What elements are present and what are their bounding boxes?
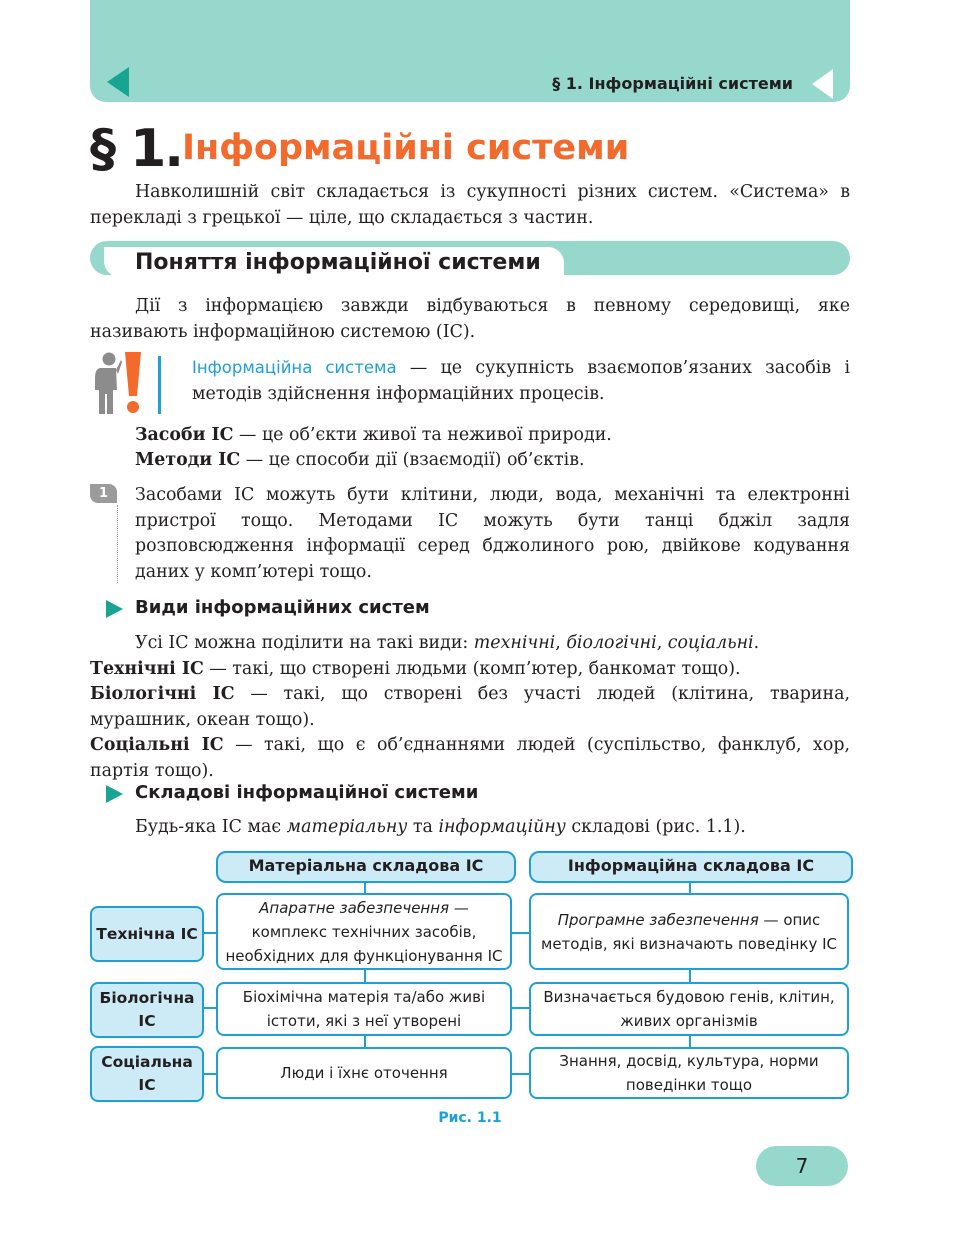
components-text: складові (рис. 1.1). (565, 817, 746, 837)
components-heading: Складові інформаційної системи (135, 782, 479, 803)
components-paragraph (90, 815, 850, 841)
methods-paragraph (135, 448, 855, 474)
components-text: та (407, 817, 439, 837)
cell-body: — опис методів, які визначають поведінку ІС (541, 910, 837, 953)
example-number-badge: 1 (90, 484, 117, 503)
means-paragraph (135, 423, 855, 449)
types-paragraph (90, 631, 850, 784)
prev-page-arrow-icon[interactable] (107, 67, 129, 97)
cell-technical-info (529, 893, 849, 970)
social-text: — такі, що є об’єднаннями людей (суспільство, фанклуб, хор, партія тощо). (90, 735, 851, 781)
cell-term: Програмне забезпечення (557, 910, 759, 929)
means-label: Засоби ІС (135, 425, 234, 445)
subheading-arrow-icon (106, 785, 123, 803)
informational-word: інформаційну (438, 817, 566, 837)
section-sign: § 1. (90, 119, 183, 179)
column-header-informational: Інформаційна складова ІС (529, 851, 853, 883)
page-title: Інформаційні системи (182, 128, 630, 168)
means-text: — це об’єкти живої та неживої природи. (233, 425, 612, 445)
types-end: . (753, 633, 760, 653)
next-page-arrow-icon[interactable] (812, 69, 833, 99)
technical-text: — такі, що створені людьми (комп’ютер, банкомат тощо). (203, 658, 741, 679)
definition-accent-bar (158, 356, 161, 414)
types-sep: , (555, 633, 567, 653)
cell-term: Апаратне забезпечення (259, 898, 450, 917)
types-sep: , (656, 633, 668, 653)
person-icon (92, 352, 122, 416)
components-text: Будь-яка ІС має (135, 817, 287, 837)
concept-intro-paragraph: Дії з інформацією завжди відбуваються в певному середовищі, яке називають інформаційною системою (ІС). (90, 296, 850, 342)
intro-paragraph: Навколишній світ складається із сукупності різних систем. «Система» в перекладі з грецької — ціле, що складається з частин. (90, 182, 850, 228)
example-paragraph: Засобами ІС можуть бути клітини, люди, вода, механічні та електронні пристрої тощо. Методами ІС можуть бути танці бджіл задля розповсюдження інформації серед бджолиного рою, двійкове кодування даних у комп’ютері тощо. (135, 485, 850, 582)
methods-text: — це способи дії (взаємодії) об’єктів. (240, 450, 585, 470)
definition-body: — це сукупність взаємопов’язаних засобів і методів здійснення інформаційних процесів. (192, 358, 851, 404)
cell-social-info: Знання, досвід, культура, норми поведінки тощо (529, 1047, 849, 1099)
row-label-technical (90, 906, 204, 962)
material-word: матеріальну (286, 817, 408, 837)
page-number: 7 (795, 1154, 809, 1178)
types-heading: Види інформаційних систем (135, 597, 430, 618)
figure-caption: Рис. 1.1 (438, 1110, 502, 1126)
biological-text: — такі, що створені без участі людей (клітина, тварина, мурашник, океан тощо). (90, 684, 850, 730)
type-social: соціальні (667, 633, 754, 653)
section-heading: Поняття інформаційної системи (135, 250, 541, 275)
cell-technical-material (216, 893, 512, 970)
row-label-text: Соціальна ІС (101, 1053, 193, 1094)
cell-biological-material: Біохімічна матерія та/або живі істоти, які з неї утворені (216, 982, 512, 1036)
subheading-arrow-icon (106, 600, 123, 618)
definition-term: Інформаційна система (192, 358, 397, 377)
type-technical: технічні (473, 633, 556, 653)
cell-social-material: Люди і їхнє оточення (216, 1047, 512, 1099)
row-label-text: Біологічна ІС (99, 989, 195, 1030)
technical-label: Технічні ІС (90, 658, 204, 679)
connector-line (689, 970, 691, 982)
row-label-social (90, 1046, 204, 1102)
exclamation-icon (122, 352, 144, 414)
cell-body: — комплекс технічних засобів, необхідних для функціонування ІС (225, 898, 503, 965)
row-label-biological (90, 982, 204, 1038)
definition-text (192, 355, 850, 407)
running-title: § 1. Інформаційні системи (552, 74, 793, 93)
social-label: Соціальні ІС (90, 735, 224, 755)
example-dotted-line (117, 505, 118, 583)
types-intro: Усі ІС можна поділити на такі види: (135, 633, 474, 653)
column-header-material: Матеріальна складова ІС (216, 851, 516, 883)
cell-text (224, 896, 504, 968)
cell-text (537, 908, 841, 956)
type-biological: біологічні (566, 633, 657, 653)
connector-line (364, 970, 366, 982)
biological-label: Біологічні ІС (90, 684, 235, 704)
methods-label: Методи ІС (135, 450, 241, 470)
cell-biological-info: Визначається будовою генів, клітин, живих організмів (529, 982, 849, 1036)
row-label-text: Технічна ІС (96, 924, 198, 943)
